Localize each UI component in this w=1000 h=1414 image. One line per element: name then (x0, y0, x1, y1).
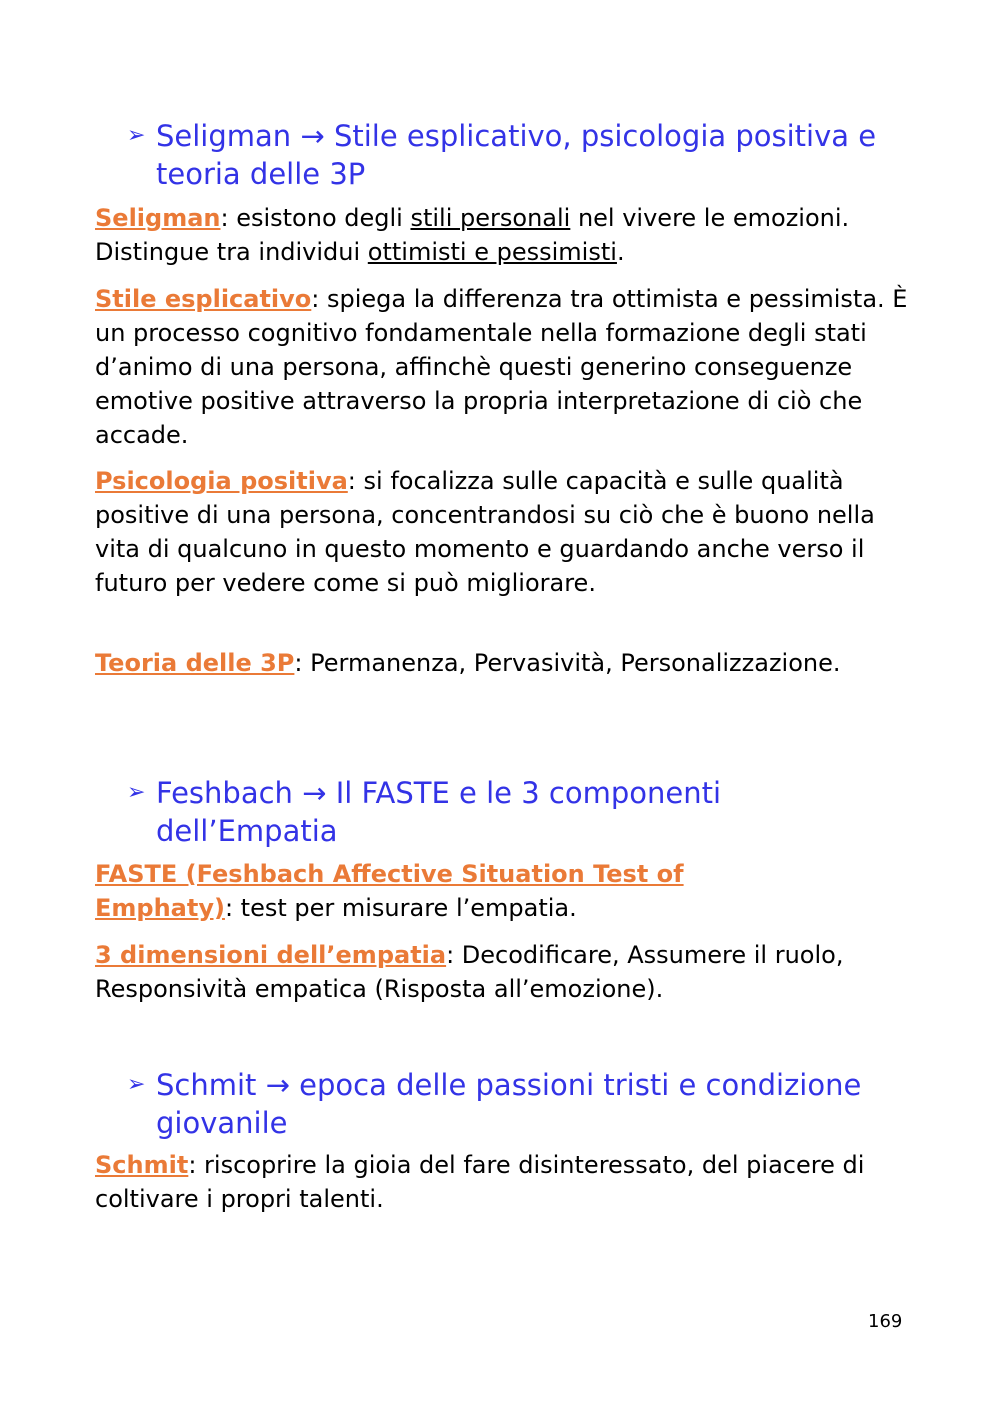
term-label: Seligman (95, 204, 221, 232)
term-label: Stile esplicativo (95, 285, 312, 313)
paragraph-text: : spiega la differenza tra ottimista e pessimista. È un processo cognitivo fondamentale nella formazione degli stati d’animo di una persona, affinchè questi generino conseguenze emotive positive attraverso la propria interpretazione di ciò che accade. (95, 285, 908, 449)
underlined-phrase: stili personali (410, 204, 571, 232)
section-heading-feshbach (127, 774, 907, 850)
heading-name: Seligman (156, 119, 292, 153)
term-label: Schmit (95, 1151, 189, 1179)
paragraph-schmit (95, 1148, 910, 1216)
paragraph-dimensioni-empatia (95, 938, 910, 1006)
term-label: FASTE (Feshbach Affective Situation Test of Emphaty) (95, 860, 684, 922)
underlined-phrase: ottimisti e pessimisti (367, 238, 617, 266)
heading-name: Feshbach (156, 776, 293, 810)
section-heading-schmit (127, 1066, 907, 1142)
right-arrow-icon: → (300, 119, 325, 153)
arrow-bullet-icon: ➢ (127, 780, 146, 805)
paragraph-faste (95, 857, 795, 925)
right-arrow-icon: → (302, 776, 327, 810)
paragraph-text: : Decodificare, Assumere il ruolo, Responsività empatica (Risposta all’emozione). (95, 941, 844, 1003)
arrow-bullet-icon: ➢ (127, 123, 146, 148)
term-label: 3 dimensioni dell’empatia (95, 941, 447, 969)
paragraph-text: : test per misurare l’empatia. (224, 894, 577, 922)
paragraph-text: : esistono degli (220, 204, 411, 232)
page-number: 169 (868, 1311, 903, 1332)
paragraph-seligman (95, 201, 910, 269)
heading-rest: epoca delle passioni tristi e condizione giovanile (156, 1068, 862, 1140)
section-heading-seligman (127, 117, 907, 193)
paragraph-text: nel vivere le emozioni. Distingue tra individui (95, 204, 850, 266)
paragraph-text: : riscoprire la gioia del fare disinteressato, del piacere di coltivare i propri talenti. (95, 1151, 865, 1213)
paragraph-psicologia-positiva (95, 464, 910, 600)
paragraph-text: : si focalizza sulle capacità e sulle qualità positive di una persona, concentrandosi su ciò che è buono nella vita di qualcuno in questo momento e guardando anche verso il futuro per vedere come si può migliorare. (95, 467, 875, 597)
arrow-bullet-icon: ➢ (127, 1072, 146, 1097)
paragraph-text: : Permanenza, Pervasività, Personalizzazione. (294, 649, 841, 677)
heading-rest: Stile esplicativo, psicologia positiva e teoria delle 3P (156, 119, 877, 191)
paragraph-stile-esplicativo (95, 282, 910, 452)
term-label: Psicologia positiva (95, 467, 348, 495)
heading-name: Schmit (156, 1068, 257, 1102)
paragraph-text: . (616, 238, 625, 266)
term-label: Teoria delle 3P (95, 649, 295, 677)
right-arrow-icon: → (265, 1068, 290, 1102)
heading-rest: Il FASTE e le 3 componenti dell’Empatia (156, 776, 721, 848)
paragraph-teoria-3p (95, 646, 910, 680)
